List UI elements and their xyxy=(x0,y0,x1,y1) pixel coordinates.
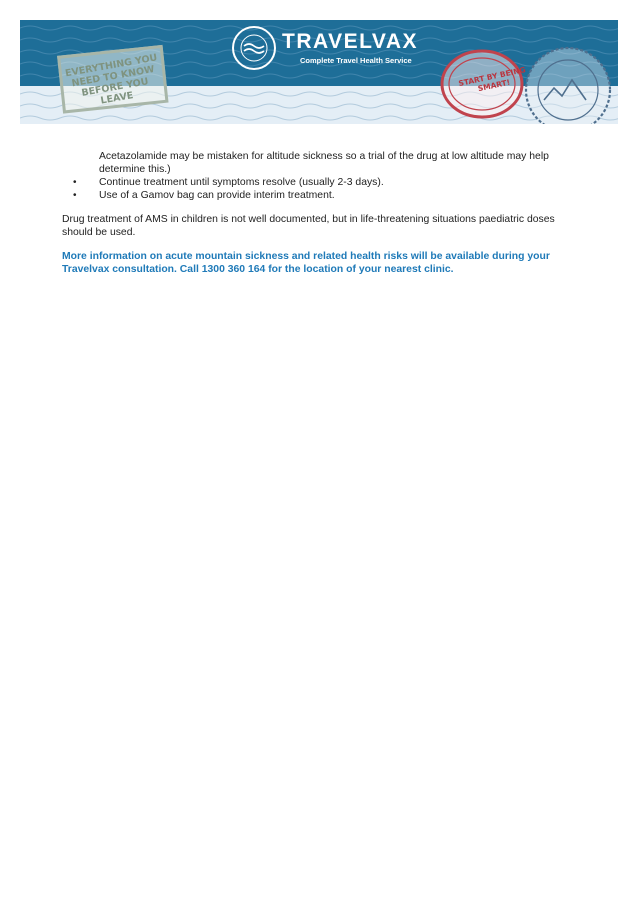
stamp-everything-you-need xyxy=(57,44,173,117)
bullet-icon: • xyxy=(73,177,77,188)
bullet-text: Use of a Gamov bag can provide interim treatment. xyxy=(99,190,335,201)
bullet-icon: • xyxy=(73,190,77,201)
document-body xyxy=(62,150,582,276)
header-banner xyxy=(20,20,618,124)
brand-name: TRAVELVAX xyxy=(282,30,419,53)
children-paragraph: Drug treatment of AMS in children is not well documented, but in life-threatening situations paediatric doses should be used. xyxy=(62,214,555,238)
continued-text: Acetazolamide may be mistaken for altitude sickness so a trial of the drug at low altitude may help determine this.) xyxy=(99,151,549,175)
stamp-red-text: START BY BEING SMART! xyxy=(457,65,527,94)
brand-tagline: Complete Travel Health Service xyxy=(300,56,412,65)
bullet-text: Continue treatment until symptoms resolve (usually 2-3 days). xyxy=(99,177,384,188)
info-paragraph: More information on acute mountain sickness and related health risks will be available during your Travelvax consultation. Call 1300 360 164 for the location of your nearest clinic. xyxy=(62,251,550,275)
bullet-list xyxy=(62,176,582,202)
circular-postmark-icon xyxy=(520,42,616,124)
list-item xyxy=(62,176,582,189)
travelvax-emblem-icon xyxy=(230,24,278,72)
stamp-left-text: EVERYTHING YOU NEED TO KNOW BEFORE YOU LEAVE xyxy=(64,52,159,107)
list-item xyxy=(62,189,582,202)
